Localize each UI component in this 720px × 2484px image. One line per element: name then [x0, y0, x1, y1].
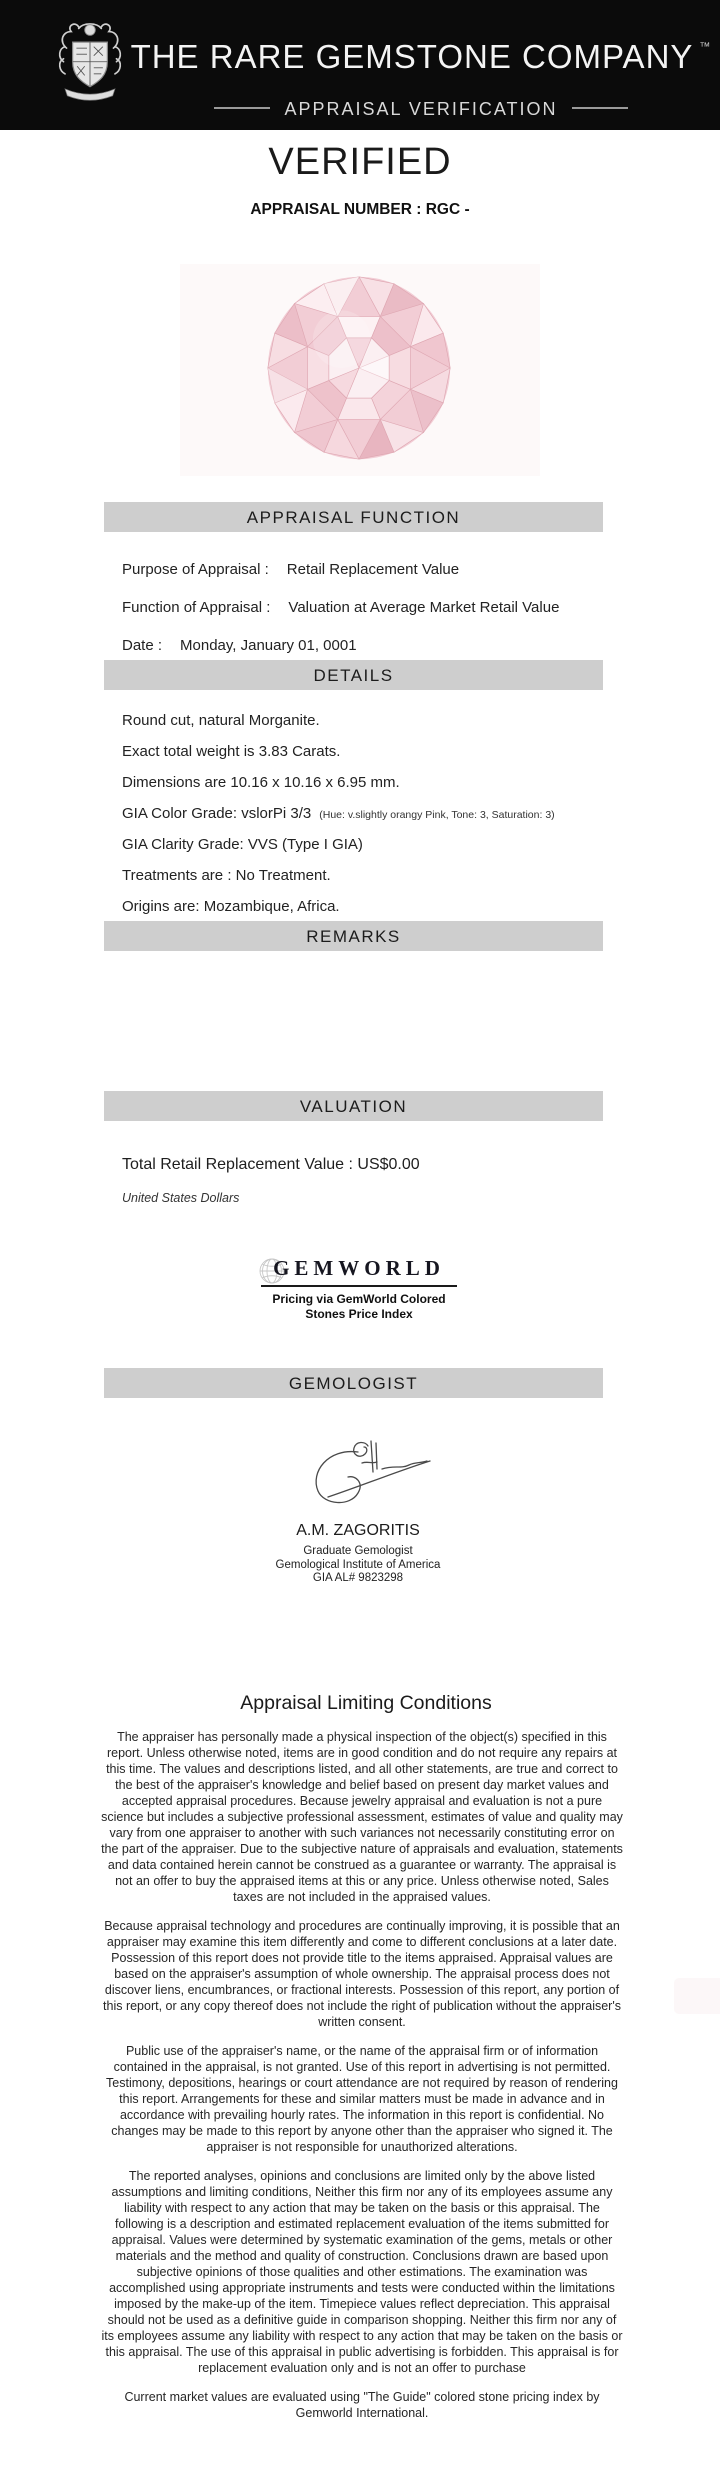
gemologist-signature — [298, 1438, 438, 1520]
detail-weight-text: Exact total weight is 3.83 Carats. — [122, 743, 341, 760]
details-lines — [122, 712, 662, 929]
gemworld-logo-text: GEMWORLD — [273, 1256, 445, 1280]
purpose-value: Retail Replacement Value — [286, 561, 460, 578]
detail-dimensions-text: Dimensions are 10.16 x 10.16 x 6.95 mm. — [122, 774, 400, 791]
purpose-label: Purpose of Appraisal : — [122, 561, 269, 578]
detail-clarity-grade-line — [122, 836, 662, 867]
color-grade-note: (Hue: v.slightly orangy Pink, Tone: 3, Saturation: 3) — [319, 809, 555, 821]
limiting-conditions-paragraph-3: Public use of the appraiser's name, or the name of the appraisal firm or of information contained in the appraisal, is not granted. Use of this report in advertising is not permitted. Testimony, depositions, hearings or court attendance are not required by reason of rendering this report. Arrangements for these and similar matters must be made in advance and in accordance with prevailing hourly rates. The information in this report is confidential. No changes may be made to this report by anyone other than the appraiser who signed it. The appraiser is not responsible for unauthorized alterations. — [106, 2044, 618, 2154]
detail-color-grade-line — [122, 805, 662, 836]
date-value: Monday, January 01, 0001 — [180, 637, 357, 654]
credential-license: GIA AL# 9823298 — [312, 1572, 404, 1584]
appraisal-function-rows — [122, 560, 622, 674]
section-valuation-header: VALUATION — [104, 1091, 603, 1121]
section-details-header: DETAILS — [104, 660, 603, 690]
gemstone-image — [263, 272, 455, 464]
section-appraisal-function-header: APPRAISAL FUNCTION — [104, 502, 603, 532]
limiting-conditions-paragraph-1: The appraiser has personally made a physical inspection of the object(s) specified in this report. Unless otherwise noted, items are in good condition and do not require any repairs at this time. The values and descriptions listed, and all other statements, are true and correct to the best of the appraiser's knowledge and belief based on present day market values and accepted appraisal procedures. Because jewelry appraisal and evaluation is not a pure science but includes a subjective professional assessment, estimates of value and quality may vary from one appraiser to another with such variances not necessarily constituting error on the part of the appraiser. Due to the subjective nature of appraisals and evaluation, statements and data contained herein cannot be construed as a guarantee or warranty. The appraisal is not an offer to buy the appraised items at this or any price. Unless otherwise noted, Sales taxes are not included in the appraised values. — [101, 1730, 623, 1904]
limiting-conditions-paragraph-4: The reported analyses, opinions and conclusions are limited only by the above listed assumptions and limiting conditions, Neither this firm nor any of its employees assume any liability with respect to any action that may be taken on the basis or this appraisal. The following is a description and estimated replacement evaluation of the items submitted for appraisal. Values were determined by systematic examination of the gems, metals or other materials and the method and quality of construction. Conclusions drawn are based upon subjective opinions of those qualities and other estimations. The examination was accomplished using appropriate instruments and tests were conducted within the limitations imposed by the make-up of the item. Timepiece values reflect depreciation. This appraisal should not be used as a definitive guide in comparison shopping. Neither this firm nor any of its employees assume any liability with respect to any action that may be taken on the basis or this appraisal. The use of this appraisal in public advertising is forbidden. This appraisal is for replacement evaluation only and is not an offer to purchase — [101, 2169, 623, 2375]
appraisal-number: APPRAISAL NUMBER : RGC - — [250, 201, 470, 218]
section-remarks-header: REMARKS — [104, 921, 603, 951]
detail-treatments-text: Treatments are : No Treatment. — [122, 867, 331, 884]
company-crest-logo-icon — [56, 16, 124, 106]
detail-cut-text: Round cut, natural Morganite. — [122, 712, 320, 729]
credential-title: Graduate Gemologist — [303, 1545, 413, 1557]
detail-weight-line — [122, 743, 662, 774]
detail-cut-line — [122, 712, 662, 743]
gemworld-underline — [261, 1285, 457, 1287]
detail-dimensions-line — [122, 774, 662, 805]
header-tagline — [130, 99, 712, 120]
trademark-symbol: ™ — [699, 41, 712, 53]
limiting-conditions-body — [100, 1729, 624, 2434]
pricing-index-note: Current market values are evaluated using "The Guide" colored stone pricing index by Gemworld International. — [124, 2390, 600, 2420]
limiting-conditions-paragraph-2: Because appraisal technology and procedures are continually improving, it is possible that an appraiser may examine this item differently and come to different conclusions at a later date. Possession of this report does not provide title to the items appraised. Appraisal values are based on the appraiser's assumption of whole ownership. The appraisal process does not discover liens, encumbrances, or fractional interests. Possession of this report, any portion of this report, or any copy thereof does not include the right of publication without the appraiser's written consent. — [103, 1919, 621, 2029]
valuation-total: Total Retail Replacement Value : US$0.00 — [122, 1156, 420, 1173]
header — [0, 0, 720, 130]
gemworld-caption-line1: Pricing via GemWorld Colored — [272, 1292, 446, 1306]
gemworld-pricing-block — [252, 1256, 466, 1321]
gemworld-logo — [252, 1256, 466, 1284]
verified-status-title: VERIFIED — [268, 141, 452, 183]
purpose-row — [122, 560, 622, 598]
credential-institute: Gemological Institute of America — [275, 1558, 441, 1571]
gemworld-caption-line2: Stones Price Index — [305, 1306, 413, 1321]
company-name-text: THE RARE GEMSTONE COMPANY — [130, 38, 694, 75]
limiting-conditions-heading: Appraisal Limiting Conditions — [240, 1692, 492, 1714]
gemologist-credentials — [0, 1545, 716, 1586]
function-row — [122, 598, 622, 636]
company-name — [130, 38, 712, 76]
date-label: Date : — [122, 637, 163, 654]
detail-origins-text: Origins are: Mozambique, Africa. — [122, 898, 340, 915]
detail-treatments-line — [122, 867, 662, 898]
tagline-right-dash — [572, 107, 628, 109]
detail-clarity-grade-text: GIA Clarity Grade: VVS (Type I GIA) — [122, 836, 363, 853]
function-value: Valuation at Average Market Retail Value — [288, 599, 560, 616]
valuation-currency-note: United States Dollars — [122, 1191, 240, 1205]
gemologist-name: A.M. ZAGORITIS — [296, 1522, 420, 1539]
detail-color-grade-text: GIA Color Grade: vslorPi 3/3 — [122, 805, 312, 822]
section-gemologist-header: GEMOLOGIST — [104, 1368, 603, 1398]
tagline-left-dash — [214, 107, 270, 109]
floating-widget — [674, 1978, 720, 2014]
function-label: Function of Appraisal : — [122, 599, 271, 616]
tagline-text: APPRAISAL VERIFICATION — [284, 99, 558, 119]
